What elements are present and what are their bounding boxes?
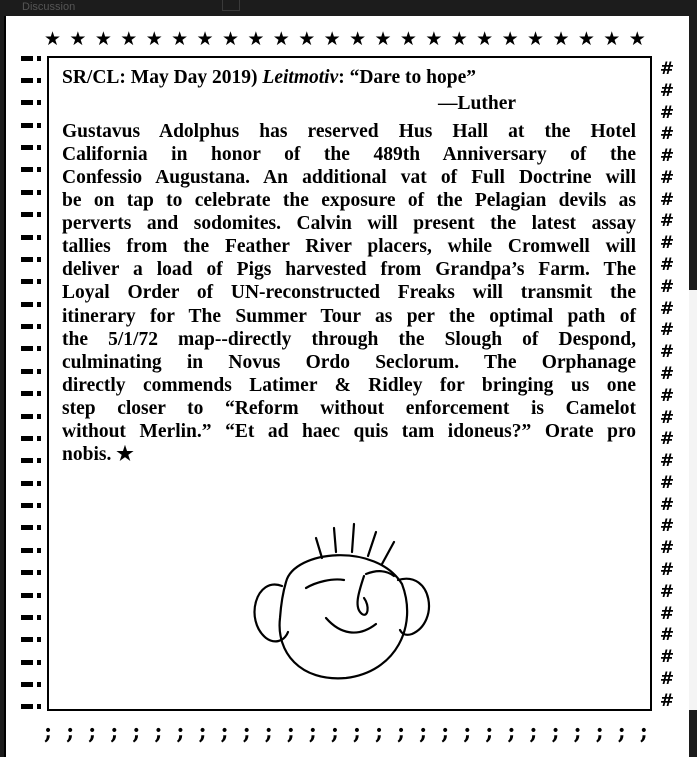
border-dash-icon [21,100,41,106]
article-line: tallies from the Feather River placers, while Cromwell will [62,236,636,258]
border-semicolon-icon: ; [441,719,450,745]
border-dash-icon [21,167,41,173]
border-hash-icon: # [659,298,675,319]
border-hash-icon: # [659,516,675,537]
heading-quote: : “Dare to hope” [338,67,476,88]
border-semicolon-icon: ; [463,719,472,745]
border-semicolon-icon: ; [132,719,141,745]
border-dash-icon [21,212,41,218]
article-line: California in honor of the 489th Anniversary of the [62,144,636,166]
border-semicolon-icon: ; [617,719,626,745]
border-hash-icon: # [659,385,675,406]
border-dash-icon [21,480,41,486]
border-hash-icon: # [659,668,675,689]
border-star-icon: ★ [171,28,189,50]
border-hash-icon: # [659,211,675,232]
border-hash-icon: # [659,472,675,493]
border-semicolon-icon: ; [507,719,516,745]
border-star-icon: ★ [628,28,646,50]
border-hash-icon: # [659,625,675,646]
left-dash-border [18,55,44,710]
border-dash-icon [21,145,41,151]
top-star-border [44,26,646,52]
border-hash-icon: # [659,363,675,384]
border-star-icon: ★ [120,28,138,50]
border-hash-icon: # [659,146,675,167]
border-dash-icon [21,391,41,397]
border-dash-icon [21,682,41,688]
border-semicolon-icon: ; [308,719,317,745]
smiley-face-drawing-icon [236,514,436,694]
border-star-icon: ★ [44,28,62,50]
border-star-icon: ★ [221,28,239,50]
border-dash-icon [21,122,41,128]
article-body [62,120,636,466]
border-dash-icon [21,659,41,665]
border-semicolon-icon: ; [397,719,406,745]
quote-attribution: —Luther [438,93,516,114]
border-hash-icon: # [659,320,675,341]
border-semicolon-icon: ; [110,719,119,745]
border-semicolon-icon: ; [66,719,75,745]
border-star-icon: ★ [603,28,621,50]
border-semicolon-icon: ; [176,719,185,745]
background-window-button[interactable] [222,0,240,11]
border-hash-icon: # [659,451,675,472]
border-dash-icon [21,55,41,61]
border-hash-icon: # [659,255,675,276]
border-semicolon-icon: ; [88,719,97,745]
border-hash-icon: # [659,647,675,668]
article-line: deliver a load of Pigs harvested from Grandpa’s Farm. The [62,259,636,281]
article-line: step closer to “Reform without enforcement is Camelot [62,397,636,419]
border-semicolon-icon: ; [595,719,604,745]
article-line: be on tap to celebrate the exposure of the Pelagian devils as [62,190,636,212]
border-dash-icon [21,458,41,464]
border-hash-icon: # [659,189,675,210]
border-semicolon-icon: ; [154,719,163,745]
border-hash-icon: # [659,603,675,624]
border-dash-icon [21,614,41,620]
border-star-icon: ★ [298,28,316,50]
border-hash-icon: # [659,102,675,123]
border-dash-icon [21,324,41,330]
border-hash-icon: # [659,59,675,79]
border-semicolon-icon: ; [529,719,538,745]
border-dash-icon [21,77,41,83]
border-dash-icon [21,346,41,352]
border-dash-icon [21,704,41,710]
border-star-icon: ★ [196,28,214,50]
border-semicolon-icon: ; [485,719,494,745]
border-semicolon-icon: ; [242,719,251,745]
article-line: Gustavus Adolphus has reserved Hus Hall at the Hotel [62,121,636,142]
border-star-icon: ★ [272,28,290,50]
border-hash-icon: # [659,538,675,559]
border-dash-icon [21,525,41,531]
border-dash-icon [21,368,41,374]
border-semicolon-icon: ; [44,719,53,745]
border-hash-icon: # [659,80,675,101]
border-star-icon: ★ [552,28,570,50]
border-semicolon-icon: ; [198,719,207,745]
border-dash-icon [21,592,41,598]
heading-prefix: SR/CL: May Day 2019) [62,67,258,88]
border-hash-icon: # [659,233,675,254]
border-star-icon: ★ [145,28,163,50]
article-line: Loyal Order of UN-reconstructed Freaks will transmit the [62,282,636,304]
border-star-icon: ★ [425,28,443,50]
border-semicolon-icon: ; [639,719,648,745]
article-line: culminating in Novus Ordo Seclorum. The Orphanage [62,351,636,373]
border-star-icon: ★ [476,28,494,50]
border-hash-icon: # [659,124,675,145]
border-hash-icon: # [659,559,675,580]
border-semicolon-icon: ; [352,719,361,745]
border-star-icon: ★ [247,28,265,50]
border-hash-icon: # [659,342,675,363]
border-semicolon-icon: ; [419,719,428,745]
right-hash-border [654,60,680,710]
border-dash-icon [21,637,41,643]
border-semicolon-icon: ; [286,719,295,745]
border-dash-icon [21,503,41,509]
border-star-icon: ★ [577,28,595,50]
border-dash-icon [21,279,41,285]
article-line: without Merlin.” “Et ad haec quis tam idoneus?” Orate pro [62,420,636,442]
border-dash-icon [21,413,41,419]
article-line: itinerary for The Summer Tour as per the optimal path of [62,305,636,327]
article-heading [62,66,476,90]
border-star-icon: ★ [501,28,519,50]
border-hash-icon: # [659,407,675,428]
border-dash-icon [21,435,41,441]
border-star-icon: ★ [94,28,112,50]
border-dash-icon [21,234,41,240]
border-hash-icon: # [659,429,675,450]
border-semicolon-icon: ; [264,719,273,745]
border-star-icon: ★ [374,28,392,50]
border-dash-icon [21,189,41,195]
background-window-edge [688,290,697,710]
border-semicolon-icon: ; [220,719,229,745]
border-dash-icon [21,570,41,576]
border-star-icon: ★ [323,28,341,50]
border-hash-icon: # [659,167,675,188]
background-tab-label[interactable]: Discussion [22,1,76,12]
article-line: directly commends Latimer & Ridley for bringing us one [62,374,636,396]
bottom-semicolon-border [44,717,648,747]
border-dash-icon [21,547,41,553]
border-semicolon-icon: ; [330,719,339,745]
border-dash-icon [21,256,41,262]
border-star-icon: ★ [399,28,417,50]
border-star-icon: ★ [450,28,468,50]
border-star-icon: ★ [69,28,87,50]
article-line: perverts and sodomites. Calvin will present the latest assay [62,213,636,235]
article-line: Confessio Augustana. An additional vat of Full Doctrine will [62,167,636,189]
border-hash-icon: # [659,276,675,297]
border-hash-icon: # [659,690,675,711]
border-star-icon: ★ [527,28,545,50]
article-line: the 5/1/72 map--directly through the Slough of Despond, [62,328,636,350]
border-semicolon-icon: ; [551,719,560,745]
border-star-icon: ★ [349,28,367,50]
article-line: nobis. ★ [62,443,134,465]
border-dash-icon [21,301,41,307]
heading-motif: Leitmotiv [262,67,339,88]
border-semicolon-icon: ; [374,719,384,745]
border-hash-icon: # [659,581,675,602]
border-semicolon-icon: ; [573,719,582,745]
border-hash-icon: # [659,494,675,515]
